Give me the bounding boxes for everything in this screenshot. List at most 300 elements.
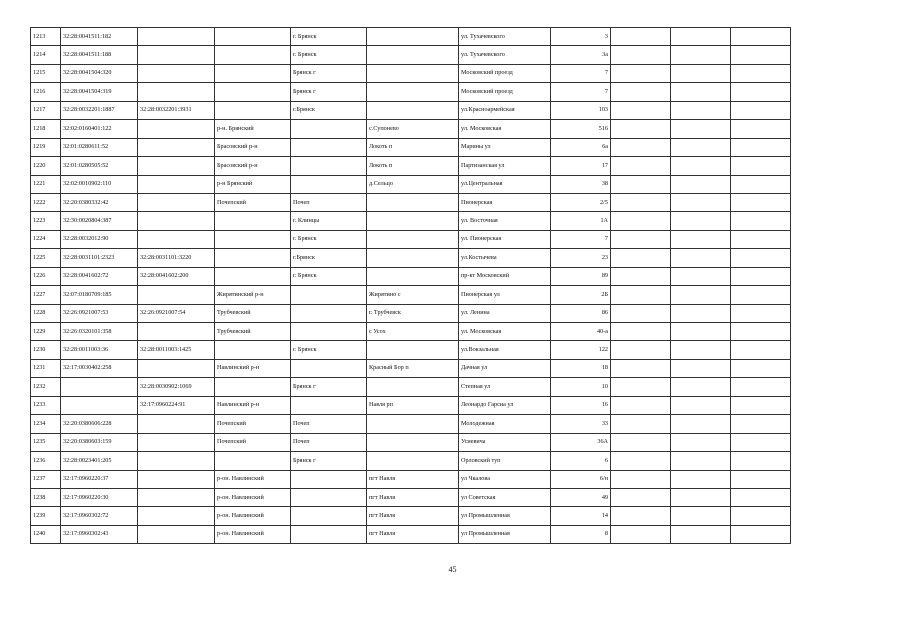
cell-settlement (367, 46, 459, 64)
cell-row-index: 1226 (31, 267, 61, 285)
cell-city: г. Брянск (291, 341, 367, 359)
cell-cadastral-number-2 (138, 452, 215, 470)
cell-cadastral-number: 32:07:0180709:185 (61, 286, 138, 304)
cell-extra-1 (611, 488, 671, 506)
cell-settlement (367, 415, 459, 433)
cell-cadastral-number: 32:28:0032201:1887 (61, 101, 138, 119)
cell-row-index: 1218 (31, 120, 61, 138)
cell-settlement (367, 341, 459, 359)
table-row (31, 249, 791, 267)
cell-extra-3 (731, 378, 791, 396)
cell-extra-2 (671, 175, 731, 193)
cell-cadastral-number-2: 32:28:0031101:3220 (138, 249, 215, 267)
cell-extra-1 (611, 323, 671, 341)
cell-house-number: 3а (551, 46, 611, 64)
cell-row-index: 1229 (31, 323, 61, 341)
cell-row-index: 1216 (31, 83, 61, 101)
cell-street: ул. Пионерская (459, 230, 551, 248)
cell-city (291, 323, 367, 341)
cell-extra-2 (671, 378, 731, 396)
cell-street: ул. Московская (459, 120, 551, 138)
cell-settlement: г. Трубчевск (367, 304, 459, 322)
cell-district: Жирятинский р-н (215, 286, 291, 304)
table-row (31, 323, 791, 341)
cell-extra-2 (671, 452, 731, 470)
cell-extra-2 (671, 470, 731, 488)
cell-city (291, 488, 367, 506)
cell-cadastral-number-2 (138, 525, 215, 543)
cell-city: Брянск г (291, 452, 367, 470)
cell-city (291, 175, 367, 193)
cell-cadastral-number-2 (138, 83, 215, 101)
cell-house-number: 89 (551, 267, 611, 285)
cell-city: Почеп (291, 193, 367, 211)
cell-extra-3 (731, 212, 791, 230)
cell-extra-1 (611, 157, 671, 175)
cell-extra-3 (731, 249, 791, 267)
cell-settlement: пгт Навля (367, 525, 459, 543)
table-row (31, 267, 791, 285)
cell-extra-1 (611, 433, 671, 451)
cell-city (291, 120, 367, 138)
cell-house-number: 8 (551, 525, 611, 543)
cell-extra-3 (731, 267, 791, 285)
cell-cadastral-number-2 (138, 415, 215, 433)
cell-settlement: пгт Навля (367, 488, 459, 506)
cell-district (215, 83, 291, 101)
cell-cadastral-number-2 (138, 175, 215, 193)
cell-street: ул.Красноармейская (459, 101, 551, 119)
cell-extra-1 (611, 286, 671, 304)
page-number: 45 (448, 565, 457, 574)
cell-extra-1 (611, 378, 671, 396)
cell-house-number: 7 (551, 64, 611, 82)
table-row (31, 286, 791, 304)
cell-house-number: 49 (551, 488, 611, 506)
cell-settlement (367, 28, 459, 46)
cell-extra-1 (611, 507, 671, 525)
cell-row-index: 1217 (31, 101, 61, 119)
cell-settlement (367, 212, 459, 230)
cell-city (291, 470, 367, 488)
cell-cadastral-number (61, 396, 138, 414)
table-row (31, 452, 791, 470)
cell-cadastral-number-2: 32:17:0960224:91 (138, 396, 215, 414)
cell-cadastral-number-2 (138, 323, 215, 341)
cell-extra-1 (611, 341, 671, 359)
cell-extra-1 (611, 193, 671, 211)
cell-district: р-он. Навлинский (215, 470, 291, 488)
cell-row-index: 1230 (31, 341, 61, 359)
cell-settlement (367, 452, 459, 470)
cell-extra-3 (731, 193, 791, 211)
cell-street: Московский проезд (459, 64, 551, 82)
cell-cadastral-number-2 (138, 286, 215, 304)
cell-city: г.Брянск (291, 101, 367, 119)
cell-house-number: 23 (551, 249, 611, 267)
cell-extra-1 (611, 212, 671, 230)
cell-district (215, 230, 291, 248)
table-row (31, 470, 791, 488)
cell-settlement (367, 83, 459, 101)
cell-extra-1 (611, 101, 671, 119)
cell-street: Усиевича (459, 433, 551, 451)
cell-cadastral-number: 32:20:0380606:228 (61, 415, 138, 433)
cell-cadastral-number-2: 32:28:0011003:1425 (138, 341, 215, 359)
cell-settlement: Локоть п (367, 138, 459, 156)
cell-cadastral-number-2 (138, 433, 215, 451)
cell-cadastral-number: 32:20:0380603:159 (61, 433, 138, 451)
cell-house-number: 7 (551, 83, 611, 101)
cell-extra-3 (731, 396, 791, 414)
cell-extra-3 (731, 101, 791, 119)
cell-settlement: Навля рп (367, 396, 459, 414)
cell-street: ул. Тухачевского (459, 28, 551, 46)
cell-city (291, 396, 367, 414)
cell-settlement: Жирятино с (367, 286, 459, 304)
registry-table (30, 27, 791, 544)
cell-city (291, 507, 367, 525)
cell-cadastral-number-2 (138, 120, 215, 138)
cell-row-index: 1220 (31, 157, 61, 175)
cell-district: р-он. Навлинский (215, 488, 291, 506)
cell-extra-2 (671, 193, 731, 211)
cell-house-number: 7 (551, 230, 611, 248)
cell-row-index: 1236 (31, 452, 61, 470)
cell-street: ул. Восточная (459, 212, 551, 230)
cell-extra-2 (671, 507, 731, 525)
cell-street: ул Чкалова (459, 470, 551, 488)
cell-extra-2 (671, 286, 731, 304)
cell-cadastral-number-2 (138, 359, 215, 377)
cell-street: ул. Московская (459, 323, 551, 341)
cell-settlement (367, 101, 459, 119)
cell-house-number: 6а (551, 138, 611, 156)
cell-house-number: 3 (551, 28, 611, 46)
cell-extra-1 (611, 28, 671, 46)
cell-extra-3 (731, 359, 791, 377)
cell-extra-3 (731, 230, 791, 248)
cell-extra-2 (671, 525, 731, 543)
cell-cadastral-number: 32:28:0041602:72 (61, 267, 138, 285)
cell-extra-2 (671, 396, 731, 414)
cell-cadastral-number-2: 32:26:0921007:54 (138, 304, 215, 322)
cell-extra-3 (731, 46, 791, 64)
cell-row-index: 1214 (31, 46, 61, 64)
cell-house-number: 36А (551, 433, 611, 451)
cell-house-number: 40-а (551, 323, 611, 341)
cell-street: Московский проезд (459, 83, 551, 101)
cell-house-number: 2Б (551, 286, 611, 304)
table-row (31, 101, 791, 119)
cell-extra-1 (611, 525, 671, 543)
cell-cadastral-number: 32:28:0041504:319 (61, 83, 138, 101)
cell-street: Степная ул (459, 378, 551, 396)
cell-extra-2 (671, 120, 731, 138)
cell-district (215, 378, 291, 396)
cell-row-index: 1232 (31, 378, 61, 396)
cell-extra-1 (611, 138, 671, 156)
cell-city: г. Клинцы (291, 212, 367, 230)
table-row (31, 488, 791, 506)
cell-house-number: 103 (551, 101, 611, 119)
cell-city (291, 286, 367, 304)
cell-extra-2 (671, 249, 731, 267)
cell-cadastral-number: 32:28:0023401:205 (61, 452, 138, 470)
cell-row-index: 1235 (31, 433, 61, 451)
table-row (31, 341, 791, 359)
cell-settlement (367, 230, 459, 248)
cell-row-index: 1240 (31, 525, 61, 543)
cell-cadastral-number-2 (138, 212, 215, 230)
cell-cadastral-number-2 (138, 230, 215, 248)
cell-house-number: 17 (551, 157, 611, 175)
cell-row-index: 1228 (31, 304, 61, 322)
cell-street: пр-кт Московский (459, 267, 551, 285)
cell-district: р-н. Брянский (215, 120, 291, 138)
cell-cadastral-number-2 (138, 470, 215, 488)
cell-house-number: 10 (551, 378, 611, 396)
cell-house-number: 16 (551, 396, 611, 414)
cell-settlement (367, 433, 459, 451)
cell-street: Партизанская ул (459, 157, 551, 175)
cell-house-number: 6 (551, 452, 611, 470)
cell-cadastral-number-2: 32:28:0041602:200 (138, 267, 215, 285)
cell-cadastral-number-2 (138, 64, 215, 82)
cell-district: Трубчевский (215, 323, 291, 341)
cell-street: Пионерская (459, 193, 551, 211)
cell-extra-3 (731, 452, 791, 470)
cell-city: г. Брянск (291, 267, 367, 285)
cell-cadastral-number-2 (138, 46, 215, 64)
table-row (31, 378, 791, 396)
cell-district (215, 64, 291, 82)
cell-city (291, 304, 367, 322)
cell-settlement: д.Сельцо (367, 175, 459, 193)
cell-district (215, 452, 291, 470)
cell-cadastral-number: 32:02:0160401:122 (61, 120, 138, 138)
cell-house-number: 18 (551, 359, 611, 377)
cell-cadastral-number-2: 32:28:0032201:3931 (138, 101, 215, 119)
cell-city: г. Брянск (291, 28, 367, 46)
cell-extra-2 (671, 212, 731, 230)
cell-row-index: 1234 (31, 415, 61, 433)
cell-settlement (367, 193, 459, 211)
cell-cadastral-number-2 (138, 507, 215, 525)
cell-district (215, 28, 291, 46)
table-row (31, 46, 791, 64)
cell-district (215, 249, 291, 267)
cell-house-number: 14 (551, 507, 611, 525)
cell-district: Почепский (215, 193, 291, 211)
cell-street: ул. Тухачевского (459, 46, 551, 64)
cell-extra-3 (731, 175, 791, 193)
table-row (31, 230, 791, 248)
cell-cadastral-number: 32:17:0960302:43 (61, 525, 138, 543)
cell-extra-1 (611, 46, 671, 64)
cell-extra-1 (611, 249, 671, 267)
cell-house-number: 6/н (551, 470, 611, 488)
cell-district: Навлинский р-н (215, 359, 291, 377)
cell-extra-3 (731, 323, 791, 341)
cell-district (215, 101, 291, 119)
cell-extra-3 (731, 341, 791, 359)
cell-extra-3 (731, 157, 791, 175)
cell-extra-1 (611, 396, 671, 414)
cell-street: Пионерская ул (459, 286, 551, 304)
cell-extra-2 (671, 323, 731, 341)
cell-extra-2 (671, 304, 731, 322)
cell-district (215, 341, 291, 359)
cell-extra-3 (731, 64, 791, 82)
cell-extra-3 (731, 286, 791, 304)
cell-cadastral-number: 32:28:0041511:182 (61, 28, 138, 46)
cell-row-index: 1213 (31, 28, 61, 46)
cell-row-index: 1225 (31, 249, 61, 267)
cell-extra-3 (731, 507, 791, 525)
cell-city: Почеп (291, 433, 367, 451)
cell-extra-1 (611, 304, 671, 322)
cell-cadastral-number: 32:17:0960220:37 (61, 470, 138, 488)
cell-extra-3 (731, 28, 791, 46)
cell-extra-1 (611, 175, 671, 193)
cell-row-index: 1239 (31, 507, 61, 525)
cell-city: Почеп (291, 415, 367, 433)
cell-street: ул Советская (459, 488, 551, 506)
cell-row-index: 1237 (31, 470, 61, 488)
cell-extra-2 (671, 101, 731, 119)
table-row (31, 175, 791, 193)
cell-extra-1 (611, 452, 671, 470)
cell-district: Навлинский р-н (215, 396, 291, 414)
table-row (31, 64, 791, 82)
cell-city (291, 359, 367, 377)
cell-cadastral-number-2: 32:28:0030902:1069 (138, 378, 215, 396)
cell-district: р-н Брянский (215, 175, 291, 193)
cell-cadastral-number: 32:30:0020804:387 (61, 212, 138, 230)
cell-extra-3 (731, 83, 791, 101)
cell-extra-2 (671, 267, 731, 285)
table-row (31, 359, 791, 377)
cell-extra-2 (671, 230, 731, 248)
cell-cadastral-number: 32:17:0960302:72 (61, 507, 138, 525)
cell-extra-1 (611, 470, 671, 488)
cell-extra-2 (671, 46, 731, 64)
cell-cadastral-number: 32:28:0041504:320 (61, 64, 138, 82)
cell-cadastral-number: 32:28:0031101:2323 (61, 249, 138, 267)
cell-street: Марины ул (459, 138, 551, 156)
cell-cadastral-number-2 (138, 488, 215, 506)
cell-city (291, 525, 367, 543)
table-row (31, 304, 791, 322)
cell-street: ул.Костычева (459, 249, 551, 267)
cell-house-number: 516 (551, 120, 611, 138)
cell-cadastral-number (61, 378, 138, 396)
table-row (31, 507, 791, 525)
cell-extra-3 (731, 304, 791, 322)
cell-extra-3 (731, 488, 791, 506)
cell-settlement: пгт Навля (367, 507, 459, 525)
cell-city: Брянск г (291, 378, 367, 396)
cell-row-index: 1227 (31, 286, 61, 304)
cell-settlement (367, 378, 459, 396)
cell-cadastral-number: 32:28:0032012:90 (61, 230, 138, 248)
cell-extra-3 (731, 525, 791, 543)
cell-house-number: 2/5 (551, 193, 611, 211)
cell-row-index: 1231 (31, 359, 61, 377)
cell-settlement (367, 267, 459, 285)
cell-extra-2 (671, 488, 731, 506)
cell-settlement: Красный Бор п (367, 359, 459, 377)
table-row (31, 28, 791, 46)
cell-district (215, 267, 291, 285)
table-row (31, 120, 791, 138)
cell-district: Трубчевский (215, 304, 291, 322)
cell-cadastral-number-2 (138, 138, 215, 156)
cell-cadastral-number: 32:28:0011003:36 (61, 341, 138, 359)
cell-district: Почепский (215, 433, 291, 451)
cell-district: Брасовский р-н (215, 157, 291, 175)
cell-city: г. Брянск (291, 230, 367, 248)
cell-cadastral-number-2 (138, 28, 215, 46)
cell-house-number: 1А (551, 212, 611, 230)
cell-district: Брасовский р-н (215, 138, 291, 156)
cell-district (215, 46, 291, 64)
cell-house-number: 122 (551, 341, 611, 359)
table-row (31, 525, 791, 543)
cell-extra-1 (611, 64, 671, 82)
cell-extra-2 (671, 64, 731, 82)
table-row (31, 138, 791, 156)
cell-settlement: с.Супонево (367, 120, 459, 138)
cell-cadastral-number-2 (138, 193, 215, 211)
table-row (31, 193, 791, 211)
cell-extra-3 (731, 415, 791, 433)
cell-city: г.Брянск (291, 249, 367, 267)
table-row (31, 157, 791, 175)
cell-house-number: 33 (551, 415, 611, 433)
cell-district: Почепский (215, 415, 291, 433)
table-row (31, 415, 791, 433)
cell-city: г. Брянск (291, 46, 367, 64)
table-row (31, 396, 791, 414)
table-row (31, 433, 791, 451)
cell-cadastral-number: 32:02:0010902:110 (61, 175, 138, 193)
cell-cadastral-number: 32:28:0041511:188 (61, 46, 138, 64)
cell-street: ул Промышленная (459, 525, 551, 543)
cell-row-index: 1215 (31, 64, 61, 82)
cell-settlement: с Усох (367, 323, 459, 341)
cell-street: Дачная ул (459, 359, 551, 377)
cell-extra-1 (611, 230, 671, 248)
cell-settlement: пгт Навля (367, 470, 459, 488)
cell-cadastral-number-2 (138, 157, 215, 175)
cell-extra-2 (671, 433, 731, 451)
cell-city (291, 138, 367, 156)
cell-extra-1 (611, 267, 671, 285)
cell-row-index: 1233 (31, 396, 61, 414)
cell-cadastral-number: 32:17:0030402:258 (61, 359, 138, 377)
cell-street: Леонардо Гарсиа ул (459, 396, 551, 414)
cell-city (291, 157, 367, 175)
cell-settlement (367, 64, 459, 82)
cell-extra-1 (611, 83, 671, 101)
cell-house-number: 38 (551, 175, 611, 193)
cell-row-index: 1238 (31, 488, 61, 506)
cell-cadastral-number: 32:20:0380332:42 (61, 193, 138, 211)
cell-cadastral-number: 32:26:0320101:358 (61, 323, 138, 341)
cell-extra-2 (671, 28, 731, 46)
